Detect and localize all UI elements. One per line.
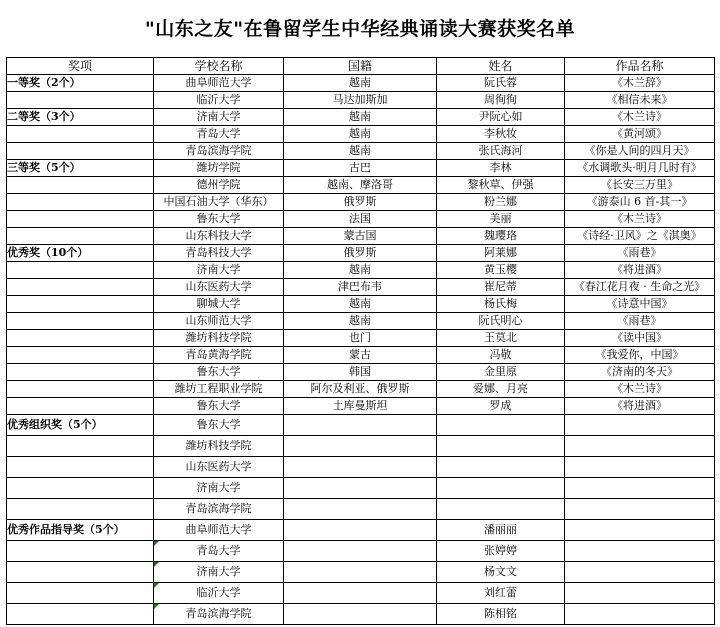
work-cell: 《木兰诗》 — [565, 381, 715, 398]
school-cell: 青岛黄海学院 — [154, 347, 284, 364]
country-cell: 越南 — [284, 143, 437, 160]
school-cell: 山东科技大学 — [154, 228, 284, 245]
school-cell: 济南大学 — [154, 478, 284, 499]
name-cell: 杨文文 — [437, 562, 565, 583]
table-row — [7, 75, 715, 92]
country-cell: 法国 — [284, 211, 437, 228]
work-cell — [565, 604, 715, 625]
name-cell: 阿莱娜 — [437, 245, 565, 262]
award-cell — [7, 364, 154, 381]
table-row — [7, 436, 715, 457]
country-cell: 蒙古国 — [284, 228, 437, 245]
work-cell: 《相信未来》 — [565, 92, 715, 109]
table-row — [7, 347, 715, 364]
award-cell: 三等奖（5个） — [7, 160, 154, 177]
award-cell — [7, 330, 154, 347]
country-cell — [284, 583, 437, 604]
school-cell: 山东医药大学 — [154, 457, 284, 478]
name-cell: 阮氏明心 — [437, 313, 565, 330]
award-cell — [7, 143, 154, 160]
page-title: "山东之友"在鲁留学生中华经典诵读大赛获奖名单 — [144, 18, 576, 40]
award-cell — [7, 478, 154, 499]
school-cell: 青岛大学 — [154, 126, 284, 143]
work-cell: 《水调歌头·明月几时有》 — [565, 160, 715, 177]
school-cell: 潍坊科技学院 — [154, 330, 284, 347]
award-cell: 优秀组织奖（5个） — [7, 415, 154, 436]
name-cell: 黄玉樱 — [437, 262, 565, 279]
work-cell: 《将进酒》 — [565, 262, 715, 279]
school-cell: 聊城大学 — [154, 296, 284, 313]
name-cell: 爱娜、月亮 — [437, 381, 565, 398]
school-cell: 青岛滨海学院 — [154, 604, 284, 625]
award-cell — [7, 194, 154, 211]
country-cell: 越南 — [284, 109, 437, 126]
table-row — [7, 604, 715, 625]
school-cell: 山东师范大学 — [154, 313, 284, 330]
country-cell — [284, 520, 437, 541]
award-cell — [7, 92, 154, 109]
work-cell — [565, 457, 715, 478]
table-row — [7, 211, 715, 228]
work-cell — [565, 583, 715, 604]
name-cell: 陈相铭 — [437, 604, 565, 625]
work-cell — [565, 541, 715, 562]
country-cell: 越南 — [284, 126, 437, 143]
country-cell — [284, 436, 437, 457]
name-cell: 罗成 — [437, 398, 565, 415]
table-row — [7, 296, 715, 313]
school-cell: 鲁东大学 — [154, 415, 284, 436]
work-cell: 《木兰辞》 — [565, 75, 715, 92]
work-cell — [565, 415, 715, 436]
award-cell: 优秀奖（10个） — [7, 245, 154, 262]
school-cell: 鲁东大学 — [154, 364, 284, 381]
country-cell: 蒙古 — [284, 347, 437, 364]
country-cell: 土库曼斯坦 — [284, 398, 437, 415]
table-row — [7, 194, 715, 211]
work-cell: 《诗意中国》 — [565, 296, 715, 313]
award-cell — [7, 499, 154, 520]
school-cell: 临沂大学 — [154, 583, 284, 604]
work-cell — [565, 478, 715, 499]
award-cell — [7, 381, 154, 398]
award-cell — [7, 347, 154, 364]
name-cell: 张氏海河 — [437, 143, 565, 160]
work-cell: 《雨巷》 — [565, 313, 715, 330]
work-cell: 《济南的冬天》 — [565, 364, 715, 381]
table-row — [7, 109, 715, 126]
table-row — [7, 228, 715, 245]
table-row — [7, 381, 715, 398]
name-cell — [437, 415, 565, 436]
table-row — [7, 262, 715, 279]
country-cell: 津巴布韦 — [284, 279, 437, 296]
award-cell — [7, 562, 154, 583]
school-cell: 曲阜师范大学 — [154, 520, 284, 541]
table-header-row — [7, 58, 715, 75]
school-cell: 青岛滨海学院 — [154, 143, 284, 160]
school-cell: 青岛滨海学院 — [154, 499, 284, 520]
school-cell: 潍坊工程职业学院 — [154, 381, 284, 398]
award-cell — [7, 211, 154, 228]
country-cell: 古巴 — [284, 160, 437, 177]
name-cell — [437, 499, 565, 520]
school-cell: 潍坊科技学院 — [154, 436, 284, 457]
table-row — [7, 143, 715, 160]
name-cell: 冯敬 — [437, 347, 565, 364]
award-cell: 一等奖（2个） — [7, 75, 154, 92]
table-row — [7, 92, 715, 109]
header-award: 奖项 — [7, 58, 154, 75]
award-cell — [7, 177, 154, 194]
work-cell — [565, 499, 715, 520]
name-cell: 潘丽丽 — [437, 520, 565, 541]
table-row — [7, 415, 715, 436]
table-row — [7, 126, 715, 143]
country-cell: 韩国 — [284, 364, 437, 381]
table-row — [7, 330, 715, 347]
table-row — [7, 499, 715, 520]
work-cell: 《将进酒》 — [565, 398, 715, 415]
work-cell: 《雨巷》 — [565, 245, 715, 262]
school-cell: 德州学院 — [154, 177, 284, 194]
country-cell: 越南、摩洛哥 — [284, 177, 437, 194]
award-cell — [7, 457, 154, 478]
work-cell: 《黄河颂》 — [565, 126, 715, 143]
awards-table — [6, 57, 715, 625]
country-cell — [284, 541, 437, 562]
name-cell: 美丽 — [437, 211, 565, 228]
country-cell: 俄罗斯 — [284, 194, 437, 211]
table-row — [7, 583, 715, 604]
table-row — [7, 398, 715, 415]
award-cell — [7, 296, 154, 313]
table-row — [7, 562, 715, 583]
name-cell: 黎秋草、伊强 — [437, 177, 565, 194]
award-cell — [7, 541, 154, 562]
school-cell: 青岛大学 — [154, 541, 284, 562]
country-cell: 马达加斯加 — [284, 92, 437, 109]
country-cell: 越南 — [284, 75, 437, 92]
country-cell: 阿尔及利亚、俄罗斯 — [284, 381, 437, 398]
country-cell: 越南 — [284, 296, 437, 313]
table-row — [7, 541, 715, 562]
table-row — [7, 478, 715, 499]
name-cell: 金里原 — [437, 364, 565, 381]
work-cell: 《春江花月夜 · 生命之光》 — [565, 279, 715, 296]
work-cell: 《游泰山 6 首-其一》 — [565, 194, 715, 211]
name-cell: 崔尼蒂 — [437, 279, 565, 296]
name-cell — [437, 457, 565, 478]
award-cell — [7, 279, 154, 296]
work-cell — [565, 520, 715, 541]
award-cell — [7, 313, 154, 330]
header-country: 国籍 — [284, 58, 437, 75]
award-cell: 二等奖（3个） — [7, 109, 154, 126]
country-cell — [284, 415, 437, 436]
name-cell: 尹阮心如 — [437, 109, 565, 126]
school-cell: 临沂大学 — [154, 92, 284, 109]
table-row — [7, 245, 715, 262]
work-cell — [565, 562, 715, 583]
work-cell: 《诗经·卫风》之《淇奥》 — [565, 228, 715, 245]
name-cell: 杨氏梅 — [437, 296, 565, 313]
award-cell — [7, 228, 154, 245]
name-cell: 粉兰娜 — [437, 194, 565, 211]
table-row — [7, 279, 715, 296]
school-cell: 青岛科技大学 — [154, 245, 284, 262]
name-cell — [437, 478, 565, 499]
school-cell: 山东医药大学 — [154, 279, 284, 296]
country-cell — [284, 478, 437, 499]
award-cell — [7, 583, 154, 604]
name-cell: 刘红蕾 — [437, 583, 565, 604]
award-cell: 优秀作品指导奖（5个） — [7, 520, 154, 541]
work-cell: 《木兰诗》 — [565, 211, 715, 228]
country-cell: 也门 — [284, 330, 437, 347]
work-cell — [565, 436, 715, 457]
table-row — [7, 177, 715, 194]
award-cell — [7, 262, 154, 279]
school-cell: 曲阜师范大学 — [154, 75, 284, 92]
school-cell: 中国石油大学（华东） — [154, 194, 284, 211]
name-cell: 李林 — [437, 160, 565, 177]
name-cell: 张婷婷 — [437, 541, 565, 562]
name-cell: 阮氏蓉 — [437, 75, 565, 92]
table-row — [7, 520, 715, 541]
country-cell: 越南 — [284, 262, 437, 279]
work-cell: 《我爱你，中国》 — [565, 347, 715, 364]
school-cell: 潍坊学院 — [154, 160, 284, 177]
table-row — [7, 160, 715, 177]
header-work: 作品名称 — [565, 58, 715, 75]
name-cell: 王莫北 — [437, 330, 565, 347]
school-cell: 鲁东大学 — [154, 211, 284, 228]
school-cell: 济南大学 — [154, 109, 284, 126]
country-cell: 俄罗斯 — [284, 245, 437, 262]
award-cell — [7, 604, 154, 625]
school-cell: 济南大学 — [154, 562, 284, 583]
name-cell — [437, 436, 565, 457]
table-row — [7, 457, 715, 478]
name-cell: 周徇徇 — [437, 92, 565, 109]
table-row — [7, 364, 715, 381]
country-cell: 越南 — [284, 313, 437, 330]
school-cell: 济南大学 — [154, 262, 284, 279]
school-cell: 鲁东大学 — [154, 398, 284, 415]
country-cell — [284, 604, 437, 625]
work-cell: 《读中国》 — [565, 330, 715, 347]
name-cell: 李秋妆 — [437, 126, 565, 143]
work-cell: 《长安三万里》 — [565, 177, 715, 194]
award-cell — [7, 126, 154, 143]
country-cell — [284, 562, 437, 583]
header-school: 学校名称 — [154, 58, 284, 75]
work-cell: 《木兰诗》 — [565, 109, 715, 126]
award-cell — [7, 398, 154, 415]
country-cell — [284, 499, 437, 520]
work-cell: 《你是人间的四月天》 — [565, 143, 715, 160]
header-name: 姓名 — [437, 58, 565, 75]
table-row — [7, 313, 715, 330]
name-cell: 魏璎珞 — [437, 228, 565, 245]
country-cell — [284, 457, 437, 478]
award-cell — [7, 436, 154, 457]
